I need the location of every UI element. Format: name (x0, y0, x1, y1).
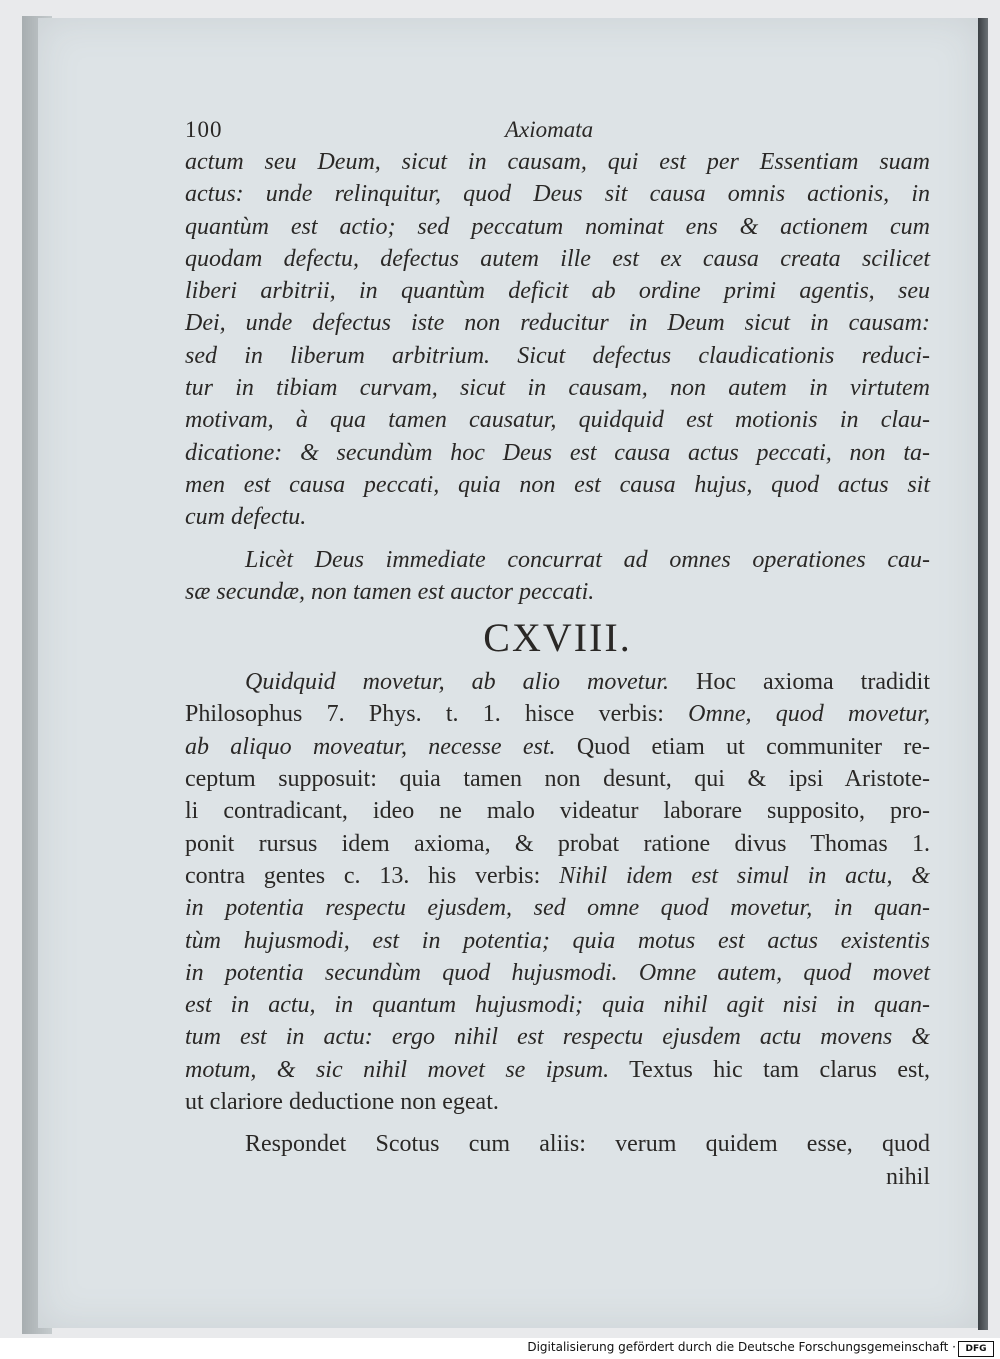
section-heading: CXVIII. (483, 615, 632, 661)
text-line: motivam, à qua tamen causatur, quidquid est motionis in clau- (185, 407, 930, 434)
text-line: Dei, unde defectus iste non reducitur in Deum sicut in causam: (185, 310, 930, 337)
digitization-footer (0, 1338, 1000, 1359)
text-line: actus: unde relinquitur, quod Deus sit causa omnis actionis, in (185, 181, 930, 208)
text-span: Quidquid movetur, ab alio movetur. (245, 669, 670, 696)
text-line: actum seu Deum, sicut in causam, qui est per Essentiam suam (185, 149, 930, 175)
text-line (185, 731, 930, 763)
running-title: Axiomata (505, 117, 594, 142)
text-line (185, 1054, 930, 1086)
text-line: ponit rursus idem axioma, & probat ratione divus Thomas 1. (185, 830, 930, 857)
text-span: Omne, quod movetur, (688, 701, 930, 728)
text-span: Textus hic tam clarus est, (609, 1056, 930, 1083)
text-line: ut clariore deductione non egeat. (185, 1089, 499, 1116)
paragraph-2 (185, 544, 930, 609)
text-span: contra gentes c. 13. his verbis: (185, 862, 560, 889)
text-line: cum defectu. (185, 504, 307, 531)
funding-credit: Digitalisierung gefördert durch die Deutsche Forschungsgemeinschaft · (527, 1340, 956, 1354)
spacer (185, 534, 930, 544)
text-line (185, 666, 930, 698)
text-line: Licèt Deus immediate concurrat ad omnes operationes cau- (245, 546, 930, 573)
text-line: in potentia secundùm quod hujusmodi. Omne autem, quod movet (185, 959, 930, 986)
dfg-logo: DFG (958, 1341, 994, 1357)
text-line (185, 698, 930, 730)
running-head (185, 110, 930, 146)
text-span: Nihil idem est simul in actu, & (559, 862, 930, 889)
text-span: motum, & sic nihil movet se ipsum. (185, 1056, 610, 1083)
text-line: tùm hujusmodi, est in potentia; quia motus est actus existentis (185, 927, 930, 954)
page-number: 100 (185, 117, 223, 142)
paragraph-1 (185, 146, 930, 534)
catchword: nihil (885, 1163, 930, 1190)
text-span: ab aliquo moveatur, necesse est. (185, 733, 556, 760)
text-span: Hoc axioma tradidit (669, 669, 930, 696)
page-text (185, 110, 930, 1193)
text-line: sæ secundæ, non tamen est auctor peccati. (185, 578, 595, 605)
text-line: quantùm est actio; sed peccatum nominat ens & actionem cum (185, 213, 930, 240)
text-line: tum est in actu: ergo nihil est respectu ejusdem actu movens & (185, 1024, 930, 1051)
text-line: est in actu, in quantum hujusmodi; quia nihil agit nisi in quan- (185, 992, 930, 1019)
page-edge (978, 18, 988, 1330)
text-line: tur in tibiam curvam, sicut in causam, non autem in virtutem (185, 375, 930, 402)
paragraph-4: Respondet Scotus cum aliis: verum quidem esse, quod (245, 1131, 930, 1158)
text-line: quodam defectu, defectus autem ille est ex causa creata scilicet (185, 245, 930, 272)
text-line: liberi arbitrii, in quantùm deficit ab ordine primi agentis, seu (185, 278, 930, 305)
text-line: men est causa peccati, quia non est causa hujus, quod actus sit (185, 471, 930, 498)
text-line: in potentia respectu ejusdem, sed omne quod movetur, in quan- (185, 895, 930, 922)
text-line: sed in liberum arbitrium. Sicut defectus claudicationis reduci- (185, 342, 930, 369)
text-line: dicatione: & secundùm hoc Deus est causa actus peccati, non ta- (185, 439, 930, 466)
text-line (185, 860, 930, 892)
text-line: li contradicant, ideo ne malo videatur laborare supposito, pro- (185, 798, 930, 825)
text-span: Philosophus 7. Phys. t. 1. hisce verbis: (185, 701, 689, 728)
spacer (185, 1118, 930, 1128)
paragraph-3 (185, 666, 930, 1118)
text-span: Quod etiam ut communiter re- (555, 733, 930, 760)
text-line: ceptum supposuit: quia tamen non desunt, qui & ipsi Aristote- (185, 766, 930, 793)
